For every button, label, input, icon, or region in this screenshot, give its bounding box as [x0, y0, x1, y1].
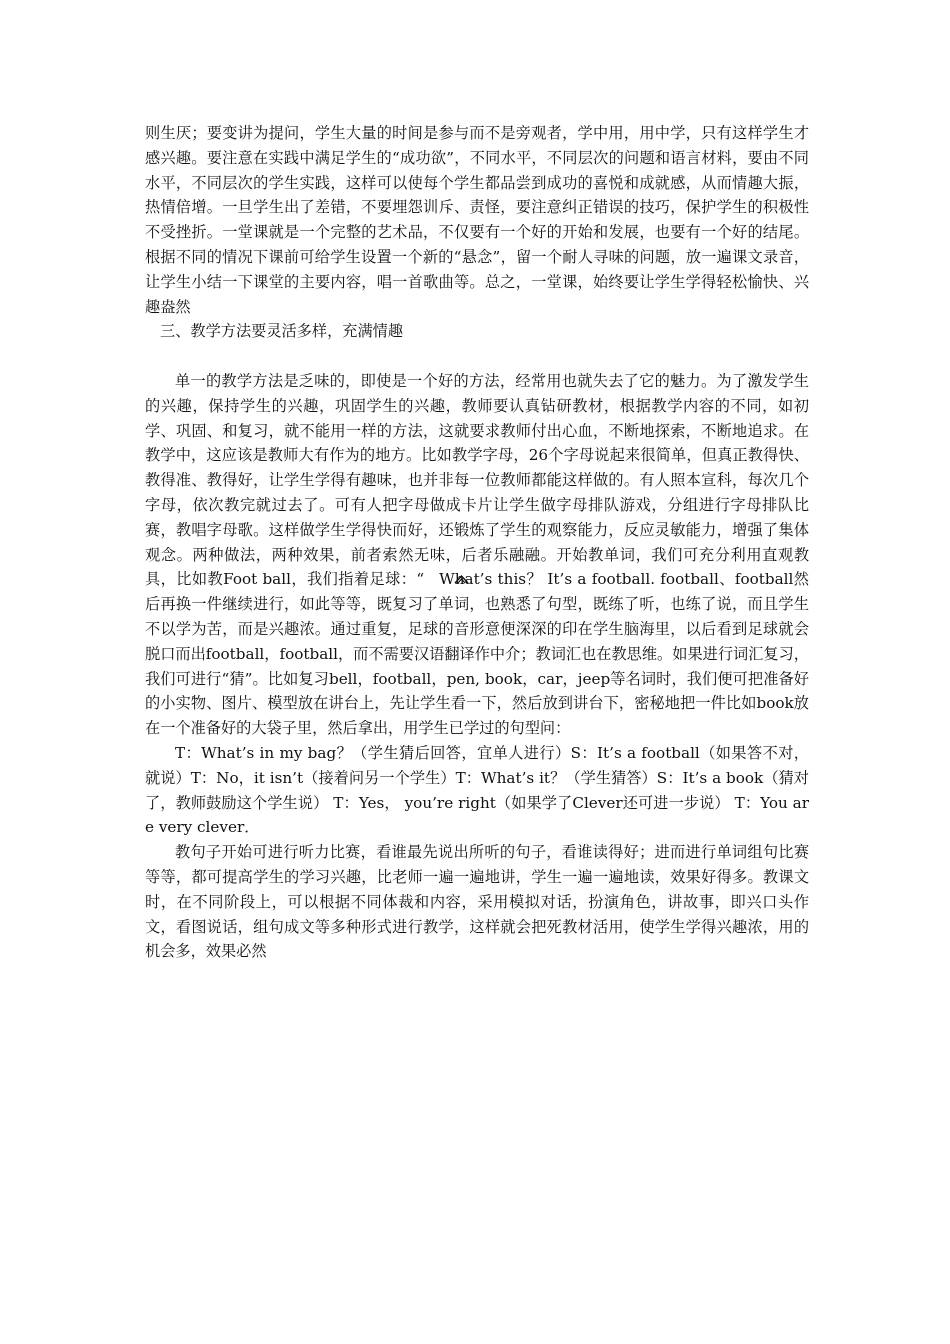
document-body	[145, 121, 809, 964]
paragraph-sentence-teaching: 教句子开始可进行听力比赛，看谁最先说出所听的句子，看谁读得好；进而进行单词组句比赛等等，都可提高学生的学习兴趣，比老师一遍一遍地讲，学生一遍一遍地读，效果好得多。教课文时，在不同阶段上，可以根据不同体裁和内容，采用模拟对话，扮演角色，讲故事，即兴口头作文，看图说话，组句成文等多种形式进行教学，这样就会把死教材活用，使学生学得兴趣浓，用的机会多，效果必然	[145, 843, 809, 961]
section-heading-3: 三、教学方法要灵活多样，充满情趣	[160, 322, 403, 341]
paragraph-dialogue-example: T：What’s in my bag？（学生猜后回答，宜单人进行）S：It’s a football（如果答不对，就说）T：No，it isn’t（接着问另一个学生）T：What’s it？（学生猜答）S：It’s a book（猜对了，教师鼓励这个学生说） T：Yes， you’re right（如果学了Clever还可进一步说） T：You are very clever．	[145, 743, 809, 837]
paragraph-teaching-methods	[145, 369, 809, 741]
paragraph-text-before-icon: 单一的教学方法是乏味的，即使是一个好的方法，经常用也就失去了它的魅力。为了激发学生的兴趣，保持学生的兴趣，巩固学生的兴趣，教师要认真钻研教材，根据教学内容的不同，如初学、巩固、和复习，就不能用一样的方法，这就要求教师付出心血，不断地探索，不断地追求。在教学中，这应该是教师大有作为的地方。比如教学字母，26个字母说起来很简单，但真正教得快、教得准、教得好，让学生学得有趣味，也并非每一位教师都能这样做的。有人照本宣科，每次几个字母，依次教完就过去了。可有人把字母做成卡片让学生做字母排队游戏，分组进行字母排队比赛，教唱字母歌。这样做学生学得快而好，还锻炼了学生的观察能力，反应灵敏能力，增强了集体观念。两种做法，两种效果，前者索然无味，后者乐融融。开始教单词，我们可充分利用直观教具，比如教Foot ball，我们指着足球：“	[145, 371, 809, 589]
paragraph-text-after-icon: What’s this？ It’s a football. football、football然后再换一件继续进行，如此等等，既复习了单词，也熟悉了句型，既练了听，也练了说，而且学生不以学为苦，而是兴趣浓。通过重复，足球的音形意便深深的印在学生脑海里，以后看到足球就会脱口而出football，football，而不需要汉语翻译作中介；教词汇也在教思维。如果进行词汇复习，我们可进行“猜”。比如复习bell，football，pen, book，car，jeep等名词时，我们便可把准备好的小实物、图片、模型放在讲台上，先让学生看一下，然后放到讲台下，密秘地把一件比如book放在一个准备好的大袋子里，然后拿出，用学生已学过的句型问：	[145, 570, 809, 738]
paragraph-continuation: 则生厌；要变讲为提问，学生大量的时间是参与而不是旁观者，学中用，用中学，只有这样学生才感兴趣。要注意在实践中满足学生的“成功欲”，不同水平，不同层次的问题和语言材料，要由不同水平，不同层次的学生实践，这样可以使每个学生都品尝到成功的喜悦和成就感，从而情趣大振，热情倍增。一旦学生出了差错，不要埋怨训斥、责怪，要注意纠正错误的技巧，保护学生的积极性不受挫折。一堂课就是一个完整的艺术品，不仅要有一个好的开始和发展，也要有一个好的结尾。根据不同的情况下课前可给学生设置一个新的“悬念”，留一个耐人寻味的问题，放一遍课文录音，让学生小结一下课堂的主要内容，唱一首歌曲等。总之，一堂课，始终要让学生学得轻松愉快、兴趣盎然	[145, 124, 809, 316]
football-symbol-icon	[424, 568, 439, 580]
blank-line	[145, 344, 809, 369]
